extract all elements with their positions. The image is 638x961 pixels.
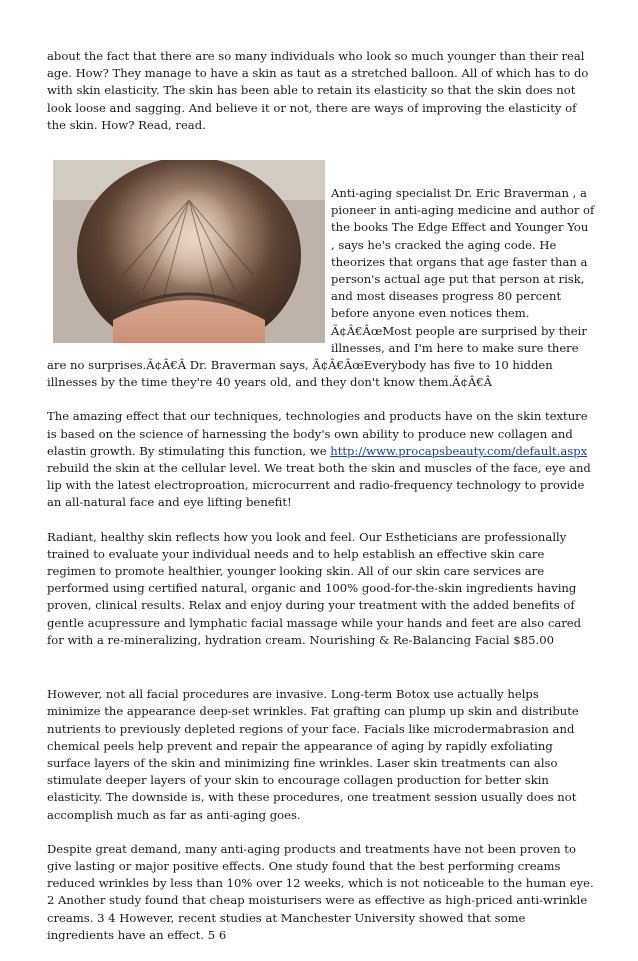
- scalp-illustration-icon: [53, 160, 325, 343]
- anti-aging-products-paragraph: Despite great demand, many anti-aging products and treatments have not been proven to give lasting or major positive effects. One study found that the best performing creams reduced wrinkles by less than 10% over 12 weeks, which is not noticeable to the human eye. 2 Another study found that cheap moisturisers were as effective as high-priced anti-wrinkle creams. 3 4 However, recent studies at Manchester University showed that some ingredients have an effect. 5 6: [47, 841, 594, 942]
- radiant-skin-paragraph: Radiant, healthy skin reflects how you look and feel. Our Estheticians are professionally trained to evaluate your individual needs and to help establish an effective skin care regimen to promote healthier, younger looking skin. All of our skin care services are performed using certified natural, organic and 100% good-for-the-skin ingredients having proven, clinical results. Relax and enjoy during your treatment with the added benefits of gentle acupressure and lymphatic facial massage while your hands and feet are also cared for with a re-mineralizing, hydration cream. Nourishing & Re-Balancing Facial $85.00: [47, 529, 582, 647]
- effect-text-after: rebuild the skin at the cellular level. We treat both the skin and muscles of the face, eye and lip with the latest electroproation, microcurrent and radio-frequency technology to provide an all-natural face and eye lifting benefit!: [47, 461, 591, 510]
- photo-caption-block: [47, 160, 595, 391]
- procaps-beauty-link[interactable]: http://www.procapsbeauty.com/default.aspx: [330, 443, 588, 458]
- hair-scalp-photo: [53, 160, 325, 343]
- specialist-quote-paragraph: Anti-aging specialist Dr. Eric Braverman , a pioneer in anti-aging medicine and author of the books The Edge Effect and Younger You , says he's cracked the aging code. He theorizes that organs that age faster than a person's actual age put that person at risk, and most diseases progress 80 percent before anyone even notices them. Ã¢Â€ÂœMost people are surprised by their illnesses, and I'm here to make sure there are no surprises.Ã¢Â€Â Dr. Braverman says, Ã¢Â€ÂœEverybody has five to 10 hidden illnesses by the time they're 40 years old, and they don't know them.Ã¢Â€Â: [47, 186, 595, 390]
- document-page: [47, 48, 595, 961]
- effect-paragraph: [47, 408, 595, 511]
- effect-text-before: The amazing effect that our techniques, technologies and products have on the skin texture is based on the science of harnessing the body's own ability to produce new collagen and elastin growth. By stimulating this function, we: [47, 409, 588, 458]
- section-spacer: [47, 666, 595, 686]
- intro-paragraph: about the fact that there are so many individuals who look so much younger than their real age. How? They manage to have a skin as taut as a stretched balloon. All of which has to do with skin elasticity. The skin has been able to retain its elasticity so that the skin does not look loose and sagging. And believe it or not, there are ways of improving the elasticity of the skin. How? Read, read.: [47, 49, 589, 132]
- facial-procedures-paragraph: However, not all facial procedures are invasive. Long-term Botox use actually helps minimize the appearance deep-set wrinkles. Fat grafting can plump up skin and distribute nutrients to previously depleted regions of your face. Facials like microdermabrasion and chemical peels help prevent and repair the appearance of aging by rapidly exfoliating surface layers of the skin and minimizing fine wrinkles. Laser skin treatments can also stimulate deeper layers of your skin to encourage collagen production for better skin elasticity. The downside is, with these procedures, one treatment session usually does not accomplish much as far as anti-aging goes.: [47, 687, 579, 822]
